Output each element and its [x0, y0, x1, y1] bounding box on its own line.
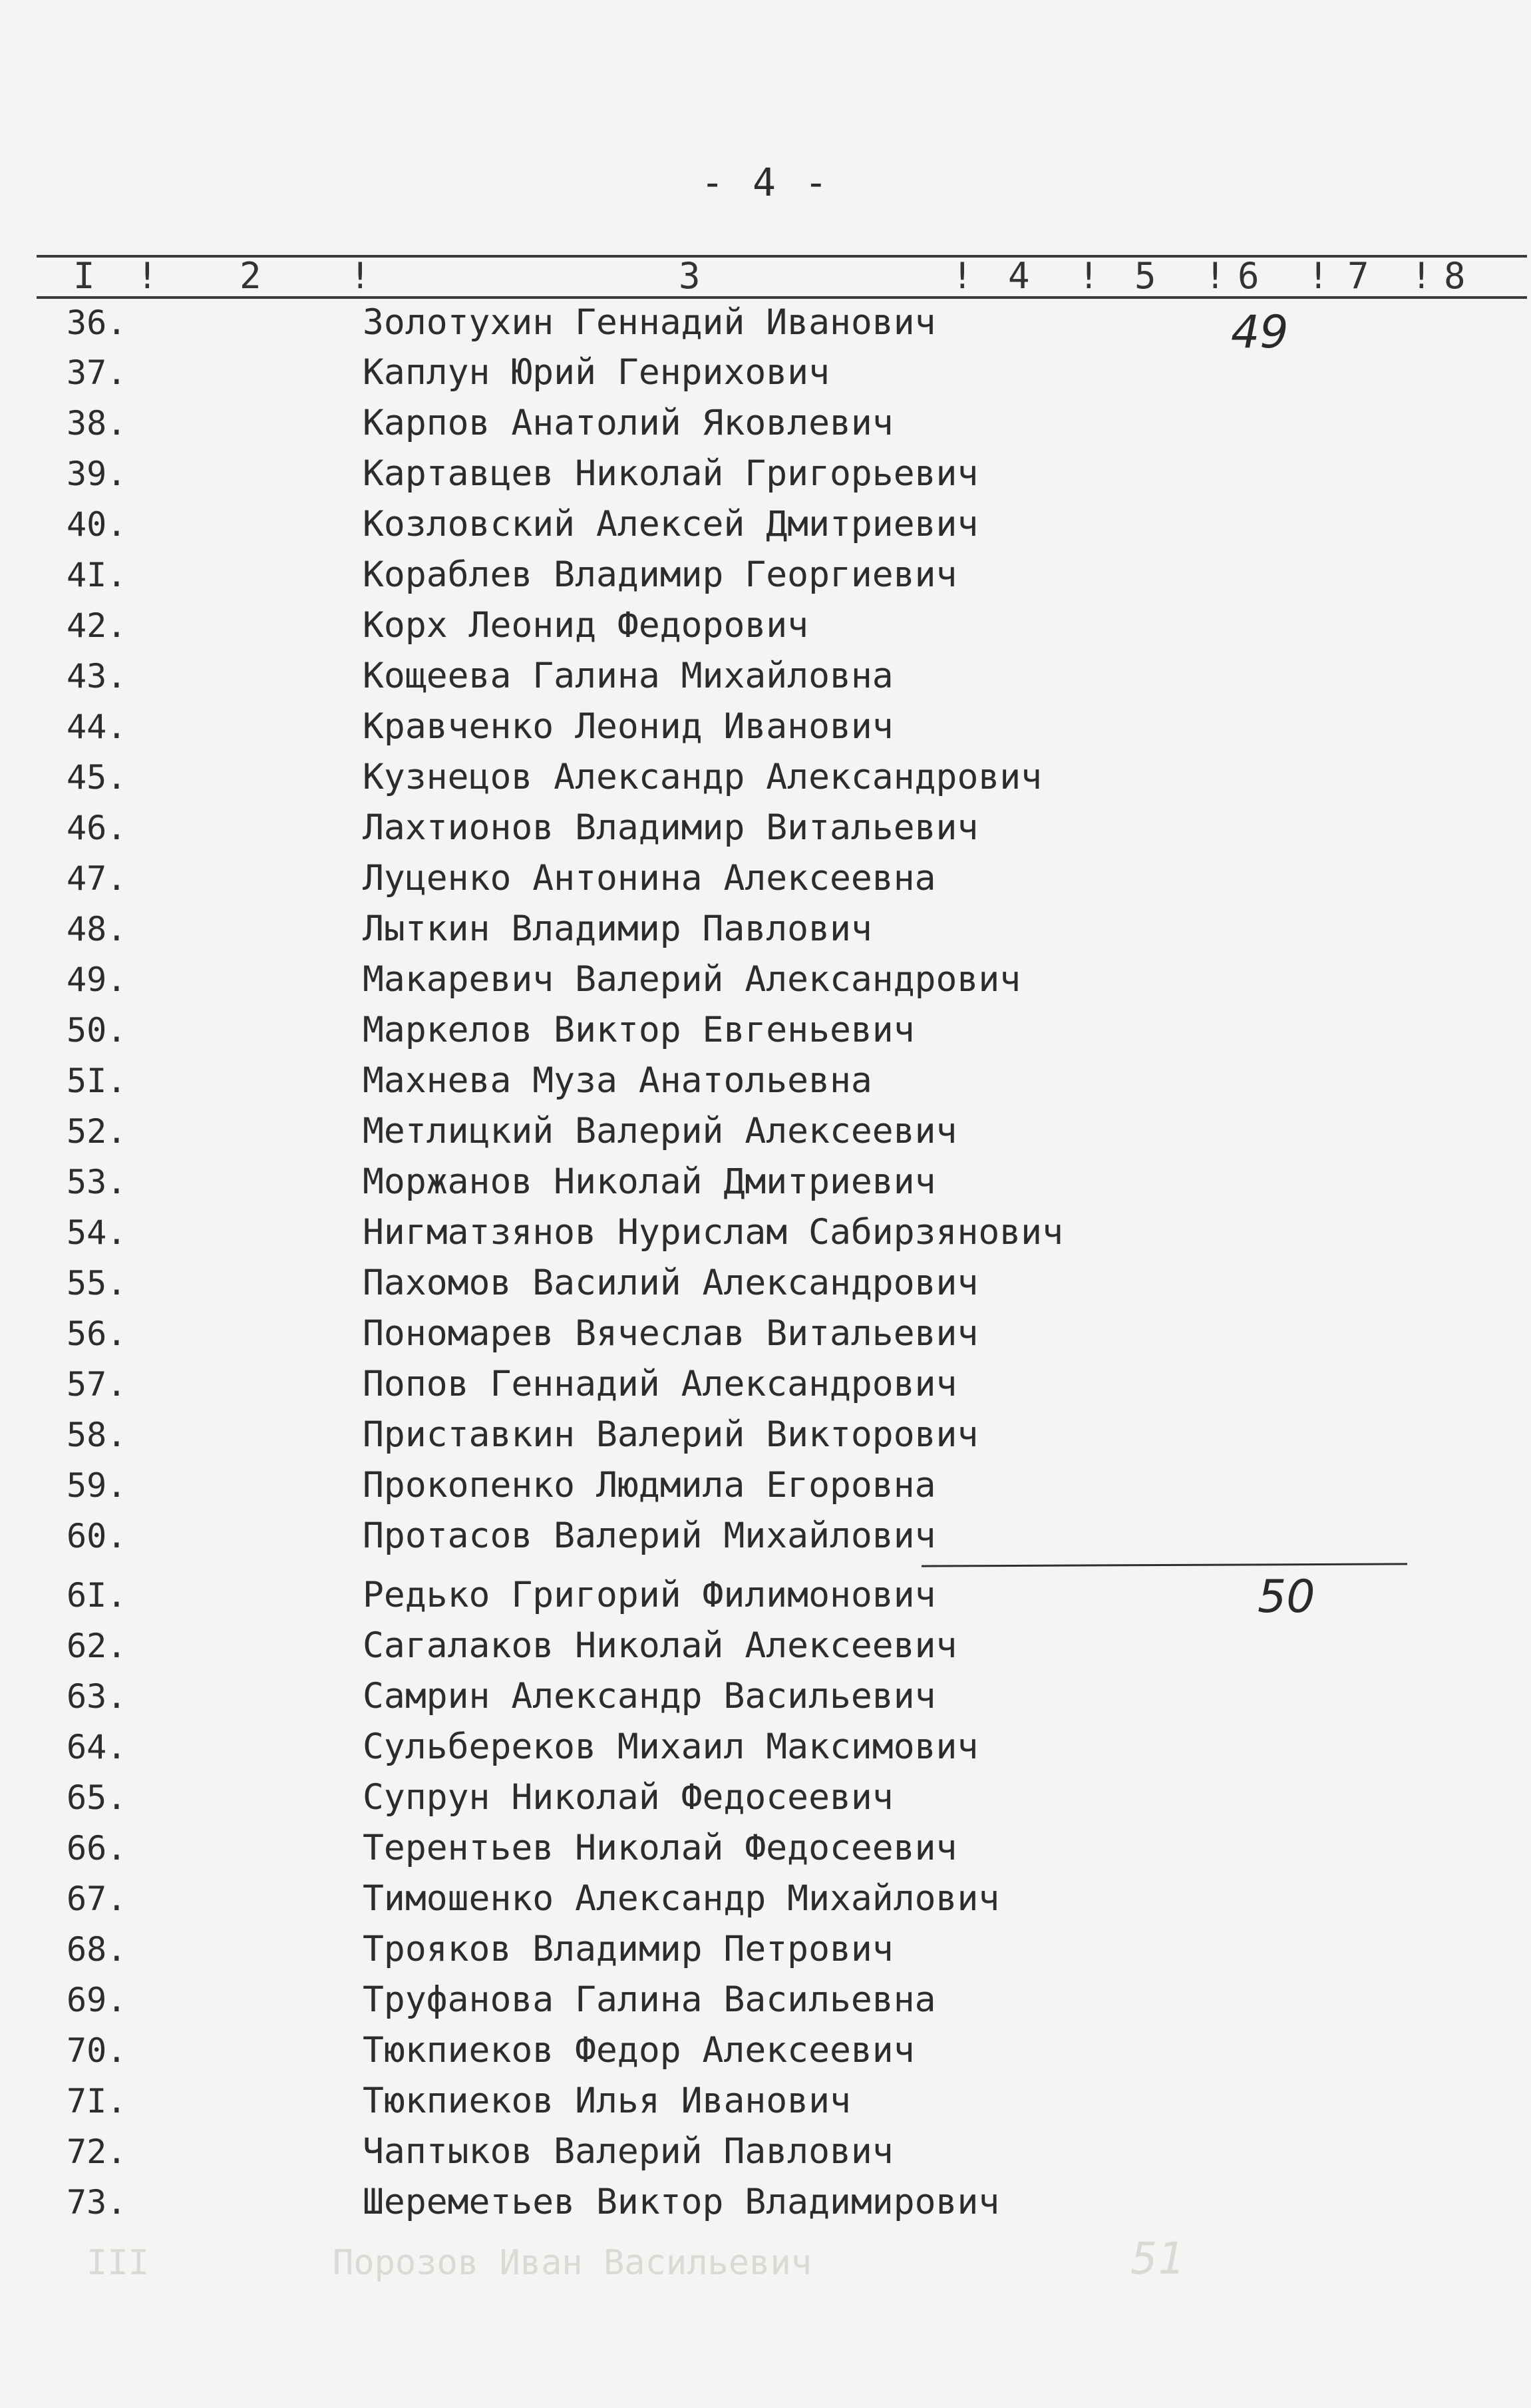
- row-number: 46.: [67, 809, 127, 847]
- column-header-7: 7: [1347, 255, 1369, 297]
- person-name: Кощеева Галина Михайловна: [363, 656, 894, 696]
- row-number: 50.: [67, 1011, 127, 1050]
- list-item: [0, 1157, 1531, 1207]
- list-item: [0, 1924, 1531, 1975]
- row-number: 4I.: [67, 556, 127, 594]
- person-name: Золотухин Геннадий Иванович: [363, 302, 936, 343]
- list-item: [0, 347, 1531, 398]
- row-number: 38.: [67, 404, 127, 443]
- person-name: Лыткин Владимир Павлович: [363, 908, 872, 949]
- list-item: [0, 2177, 1531, 2228]
- row-number: 53.: [67, 1163, 127, 1201]
- row-number: 37.: [67, 353, 127, 392]
- column-separator: !: [1204, 255, 1226, 297]
- list-item: [0, 1005, 1531, 1056]
- row-number: 55.: [67, 1264, 127, 1303]
- list-item: [0, 398, 1531, 449]
- person-name: Нигматзянов Нурислам Сабирзянович: [363, 1212, 1063, 1253]
- row-number: 54.: [67, 1213, 127, 1252]
- row-number: 60.: [67, 1517, 127, 1555]
- row-number: 44.: [67, 707, 127, 746]
- person-name: Супрун Николай Федосеевич: [363, 1777, 894, 1818]
- list-item: [0, 298, 1531, 348]
- list-item: [0, 1308, 1531, 1359]
- list-item: [0, 1056, 1531, 1106]
- row-number: 45.: [67, 758, 127, 797]
- column-header-6: 6: [1238, 255, 1260, 297]
- list-item: [0, 1460, 1531, 1511]
- list-item: [0, 702, 1531, 752]
- list-item: [0, 1722, 1531, 1772]
- row-number: 43.: [67, 657, 127, 696]
- person-name: Корх Леонид Федорович: [363, 605, 809, 646]
- row-number: 68.: [67, 1930, 127, 1969]
- column-separator: !: [349, 255, 371, 297]
- list-item: [0, 2076, 1531, 2126]
- person-name: Сульбереков Михаил Максимович: [363, 1726, 979, 1767]
- column-header-1: I: [73, 255, 95, 297]
- row-number: 57.: [67, 1365, 127, 1404]
- person-name: Трояков Владимир Петрович: [363, 1929, 894, 1969]
- list-item: [0, 449, 1531, 499]
- row-number: 62.: [67, 1627, 127, 1665]
- person-name: Редько Григорий Филимонович: [363, 1575, 936, 1615]
- bleed-through-number: III: [86, 2243, 149, 2283]
- list-item: [0, 1410, 1531, 1460]
- person-name: Труфанова Галина Васильевна: [363, 1979, 936, 2020]
- list-item: [0, 853, 1531, 904]
- handwritten-page-mark: 49: [1231, 306, 1289, 359]
- list-item: [0, 904, 1531, 954]
- row-number: 67.: [67, 1880, 127, 1918]
- row-number: 5I.: [67, 1062, 127, 1100]
- row-number: 72.: [67, 2132, 127, 2171]
- bleed-through-mark: 51: [1131, 2233, 1184, 2284]
- handwritten-divider-line: [922, 1563, 1407, 1567]
- row-number: 49.: [67, 960, 127, 999]
- person-name: Козловский Алексей Дмитриевич: [363, 504, 979, 544]
- person-name: Маркелов Виктор Евгеньевич: [363, 1010, 915, 1050]
- list-item: [0, 752, 1531, 803]
- person-name: Сагалаков Николай Алексеевич: [363, 1625, 957, 1666]
- person-name: Каплун Юрий Генрихович: [363, 352, 830, 393]
- row-number: 63.: [67, 1677, 127, 1716]
- list-item: [0, 1975, 1531, 2025]
- person-name: Чаптыков Валерий Павлович: [363, 2131, 894, 2172]
- person-name: Метлицкий Валерий Алексеевич: [363, 1111, 957, 1151]
- person-name: Кузнецов Александр Александрович: [363, 757, 1043, 797]
- list-item: [0, 651, 1531, 702]
- person-name: Кравченко Леонид Иванович: [363, 706, 894, 747]
- person-name: Тюкпиеков Илья Иванович: [363, 2081, 851, 2121]
- person-name: Приставкин Валерий Викторович: [363, 1414, 979, 1455]
- row-number: 69.: [67, 1981, 127, 2019]
- list-item: [0, 1106, 1531, 1157]
- list-item: [0, 1359, 1531, 1410]
- row-number: 40.: [67, 505, 127, 544]
- person-name: Прокопенко Людмила Егоровна: [363, 1465, 936, 1505]
- row-number: 56.: [67, 1314, 127, 1353]
- row-number: 66.: [67, 1829, 127, 1868]
- row-number: 42.: [67, 606, 127, 645]
- row-number: 7I.: [67, 2082, 127, 2120]
- column-header-4: 4: [1008, 255, 1030, 297]
- person-name: Макаревич Валерий Александрович: [363, 959, 1021, 1000]
- column-separator: !: [1307, 255, 1329, 297]
- list-item: [0, 2126, 1531, 2177]
- person-name: Самрин Александр Васильевич: [363, 1676, 936, 1716]
- row-number: 48.: [67, 910, 127, 948]
- row-number: 58.: [67, 1416, 127, 1454]
- person-name: Лахтионов Владимир Витальевич: [363, 807, 979, 848]
- list-item: [0, 1621, 1531, 1671]
- person-name: Картавцев Николай Григорьевич: [363, 453, 979, 494]
- page-number: - 4 -: [701, 160, 830, 205]
- list-item: [0, 1874, 1531, 1924]
- list-item: [0, 1511, 1531, 1561]
- column-header-5: 5: [1134, 255, 1156, 297]
- column-header-3: 3: [679, 255, 701, 297]
- row-number: 59.: [67, 1466, 127, 1505]
- column-separator: !: [951, 255, 973, 297]
- person-name: Протасов Валерий Михайлович: [363, 1515, 936, 1556]
- list-item: [0, 1258, 1531, 1308]
- person-name: Шереметьев Виктор Владимирович: [363, 2182, 1000, 2222]
- handwritten-page-mark: 50: [1258, 1571, 1315, 1623]
- list-item: [0, 2025, 1531, 2076]
- list-item: [0, 1671, 1531, 1722]
- row-number: 36.: [67, 303, 127, 342]
- person-name: Луценко Антонина Алексеевна: [363, 858, 936, 899]
- person-name: Карпов Анатолий Яковлевич: [363, 403, 894, 443]
- person-name: Пономарев Вячеслав Витальевич: [363, 1313, 979, 1354]
- column-separator: !: [1411, 255, 1433, 297]
- column-separator: !: [1078, 255, 1100, 297]
- person-name: Тюкпиеков Федор Алексеевич: [363, 2030, 915, 2071]
- list-item: [0, 1772, 1531, 1823]
- row-number: 6I.: [67, 1576, 127, 1615]
- person-name: Моржанов Николай Дмитриевич: [363, 1161, 936, 1202]
- bleed-through-name: Порозов Иван Васильевич: [333, 2243, 812, 2283]
- person-name: Махнева Муза Анатольевна: [363, 1060, 872, 1101]
- column-header-8: 8: [1444, 255, 1466, 297]
- person-name: Попов Геннадий Александрович: [363, 1364, 957, 1404]
- list-item: [0, 550, 1531, 600]
- row-number: 65.: [67, 1778, 127, 1817]
- row-number: 52.: [67, 1112, 127, 1151]
- list-item: [0, 1207, 1531, 1258]
- list-item: [0, 1823, 1531, 1874]
- row-number: 39.: [67, 455, 127, 493]
- person-name: Пахомов Василий Александрович: [363, 1263, 979, 1303]
- person-name: Тимошенко Александр Михайлович: [363, 1878, 1000, 1919]
- list-item: [0, 600, 1531, 651]
- list-item: [0, 803, 1531, 853]
- person-name: Терентьев Николай Федосеевич: [363, 1828, 957, 1868]
- column-header-2: 2: [240, 255, 261, 297]
- list-item: [0, 954, 1531, 1005]
- row-number: 64.: [67, 1728, 127, 1766]
- person-name: Кораблев Владимир Георгиевич: [363, 554, 957, 595]
- list-item: [0, 499, 1531, 550]
- column-separator: !: [136, 255, 158, 297]
- row-number: 70.: [67, 2031, 127, 2070]
- row-number: 73.: [67, 2183, 127, 2222]
- row-number: 47.: [67, 859, 127, 898]
